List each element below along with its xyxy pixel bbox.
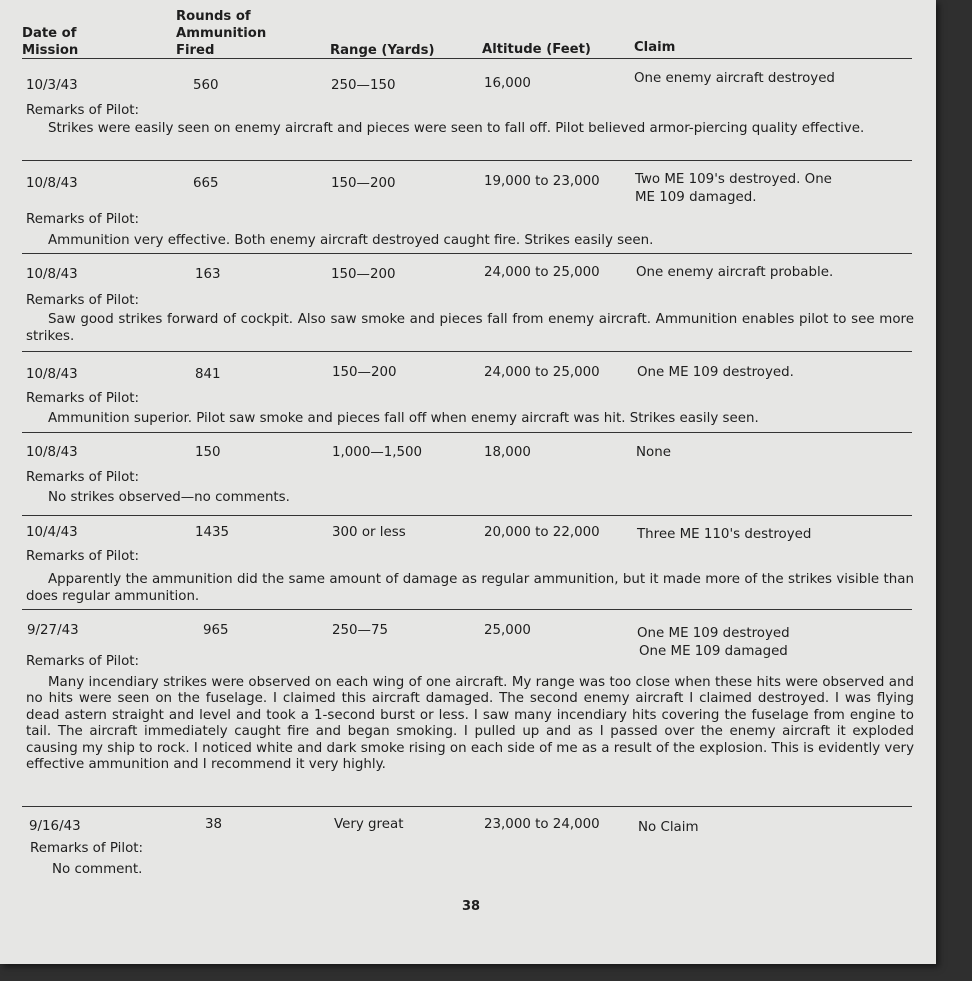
row-divider <box>22 253 912 254</box>
mission-rounds: 841 <box>195 367 221 382</box>
mission-claim: One enemy aircraft probable. <box>636 265 834 280</box>
mission-rounds: 150 <box>195 445 221 460</box>
mission-rounds: 965 <box>203 623 229 638</box>
remarks-label: Remarks of Pilot: <box>26 293 140 308</box>
mission-claim: One enemy aircraft destroyed <box>634 71 835 86</box>
remarks-label: Remarks of Pilot: <box>26 391 140 406</box>
mission-date: 10/8/43 <box>26 367 78 382</box>
mission-rounds: 560 <box>193 78 219 93</box>
remarks-text: Apparently the ammunition did the same amount of damage as regular ammunition, but it made more of the strikes visible than does regular ammunition. <box>26 572 914 604</box>
mission-range: 1,000—1,500 <box>332 445 423 460</box>
remarks-label: Remarks of Pilot: <box>26 654 140 669</box>
mission-altitude: 19,000 to 23,000 <box>484 174 600 189</box>
page-number: 38 <box>462 899 481 914</box>
mission-claim: One ME 109 destroyed <box>637 626 790 641</box>
mission-date: 10/8/43 <box>26 267 78 282</box>
mission-claim: Two ME 109's destroyed. One <box>635 172 832 187</box>
row-divider <box>22 515 912 516</box>
row-divider <box>22 160 912 161</box>
mission-claim: Three ME 110's destroyed <box>637 527 812 542</box>
mission-date: 10/8/43 <box>26 176 78 191</box>
mission-rounds: 38 <box>205 817 223 832</box>
header-date-line2: Mission <box>22 43 79 58</box>
header-date <box>22 25 78 59</box>
mission-altitude: 20,000 to 22,000 <box>484 525 600 540</box>
remarks-text: Ammunition very effective. Both enemy aircraft destroyed caught fire. Strikes easily seen. <box>48 233 654 248</box>
mission-claim-line2: One ME 109 damaged <box>639 644 788 659</box>
mission-range: 150—200 <box>332 365 397 380</box>
mission-date: 9/27/43 <box>27 623 79 638</box>
mission-date: 10/8/43 <box>26 445 78 460</box>
mission-altitude: 25,000 <box>484 623 531 638</box>
mission-range: 300 or less <box>332 525 406 540</box>
remarks-text: No comment. <box>52 862 143 877</box>
remarks-label: Remarks of Pilot: <box>26 103 140 118</box>
mission-date: 10/4/43 <box>26 525 78 540</box>
header-claim: Claim <box>634 40 676 55</box>
mission-range: Very great <box>334 817 404 832</box>
header-rounds <box>176 8 266 59</box>
mission-altitude: 24,000 to 25,000 <box>484 265 600 280</box>
header-rounds-line1: Rounds of <box>176 9 251 24</box>
mission-range: 150—200 <box>331 267 396 282</box>
header-range: Range (Yards) <box>330 43 435 58</box>
mission-claim: No Claim <box>638 820 699 835</box>
mission-rounds: 1435 <box>195 525 230 540</box>
remarks-label: Remarks of Pilot: <box>26 549 140 564</box>
mission-rounds: 665 <box>193 176 219 191</box>
mission-range: 150—200 <box>331 176 396 191</box>
remarks-text: No strikes observed—no comments. <box>48 490 290 505</box>
remarks-label: Remarks of Pilot: <box>30 841 144 856</box>
header-date-line1: Date of <box>22 26 77 41</box>
remarks-text: Strikes were easily seen on enemy aircraft and pieces were seen to fall off. Pilot believed armor-piercing quality effective. <box>48 121 865 136</box>
mission-claim: None <box>636 445 671 460</box>
mission-range: 250—150 <box>331 78 396 93</box>
remarks-text: Many incendiary strikes were observed on each wing of one aircraft. My range was too close when these hits were observed and no hits were seen on the fuselage. I claimed this aircraft damaged. The second enemy aircraft I claimed destroyed. I was flying dead astern straight and level and took a 1-second burst or less. I saw many incendiary hits covering the fuselage from engine to tail. The aircraft immediately caught fire and began smoking. I pulled up and as I passed over the enemy aircraft it exploded causing my ship to rock. I noticed white and dark smoke rising on each side of me as a result of the explosion. This is evidently very effective ammunition and I recommend it very highly. <box>26 675 914 773</box>
mission-date: 10/3/43 <box>26 78 78 93</box>
mission-altitude: 23,000 to 24,000 <box>484 817 600 832</box>
row-divider <box>22 432 912 433</box>
row-divider <box>22 351 912 352</box>
header-rule <box>22 58 912 59</box>
mission-range: 250—75 <box>332 623 388 638</box>
mission-altitude: 16,000 <box>484 76 531 91</box>
header-altitude: Altitude (Feet) <box>482 42 591 57</box>
mission-claim-line2: ME 109 damaged. <box>635 190 757 205</box>
remarks-label: Remarks of Pilot: <box>26 212 140 227</box>
mission-claim: One ME 109 destroyed. <box>637 365 794 380</box>
header-rounds-line2: Ammunition <box>176 26 267 41</box>
mission-date: 9/16/43 <box>29 819 81 834</box>
mission-altitude: 18,000 <box>484 445 531 460</box>
remarks-label: Remarks of Pilot: <box>26 470 140 485</box>
remarks-text: Ammunition superior. Pilot saw smoke and pieces fall off when enemy aircraft was hit. Strikes easily seen. <box>48 411 759 426</box>
row-divider <box>22 806 912 807</box>
remarks-text: Saw good strikes forward of cockpit. Also saw smoke and pieces fall from enemy aircraft. Ammunition enables pilot to see more strikes. <box>26 312 914 344</box>
mission-altitude: 24,000 to 25,000 <box>484 365 600 380</box>
row-divider <box>22 609 912 610</box>
header-rounds-line3: Fired <box>176 43 215 58</box>
mission-rounds: 163 <box>195 267 221 282</box>
